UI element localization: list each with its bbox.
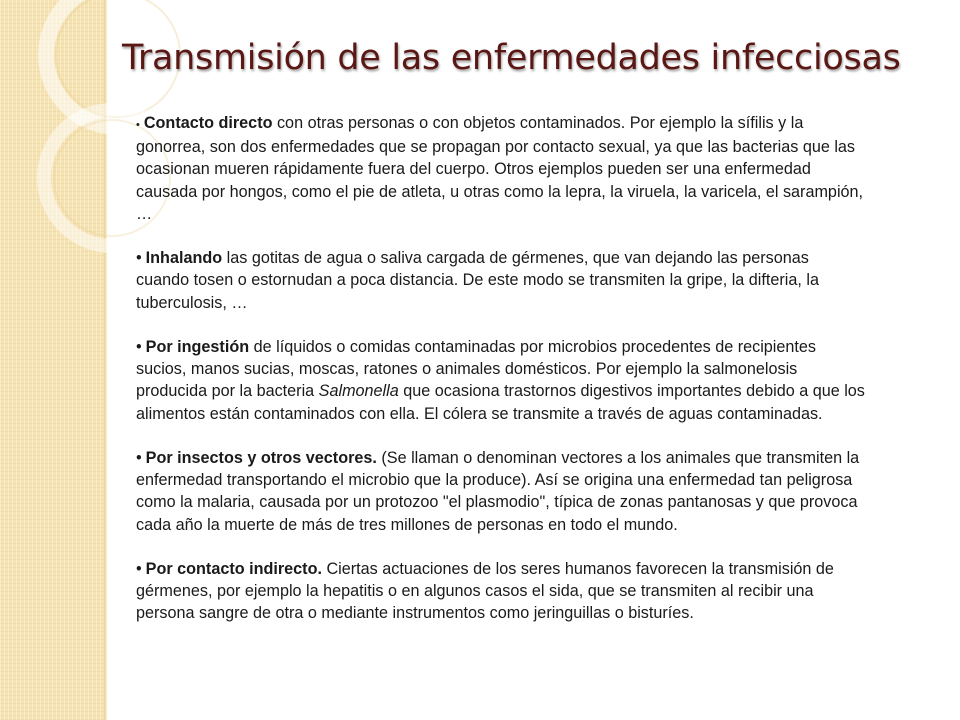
paragraph-lead: Contacto directo bbox=[143, 114, 273, 132]
paragraph-lead: Por ingestión bbox=[145, 338, 250, 356]
paragraph-contacto-directo bbox=[136, 112, 866, 225]
paragraph-text: que ocasiona trastornos digestivos importantes debido a que los alimentos están contaminados con ella. El cólera se transmite a través de aguas contaminadas. bbox=[136, 382, 865, 423]
paragraph-lead: Por contacto indirecto. bbox=[145, 560, 322, 578]
paragraph-contacto-indirecto bbox=[136, 558, 866, 625]
bullet-icon: • bbox=[136, 249, 142, 268]
bullet-icon: • bbox=[136, 560, 142, 578]
bullet-icon: • bbox=[136, 338, 142, 356]
paragraph-text: Ciertas actuaciones de los seres humanos favorecen la transmisión de gérmenes, por ejemplo la hepatitis o en algunos casos el sida, que se transmiten al recibir una persona sangre de otra o mediante instrumentos como jeringuillas o bisturíes. bbox=[136, 560, 834, 623]
paragraph-inhalando bbox=[136, 247, 866, 314]
paragraph-text: las gotitas de agua o saliva cargada de gérmenes, que van dejando las personas cuando tosen o estornudan a poca distancia. De este modo se transmiten la gripe, la difteria, la tuberculosis, … bbox=[136, 249, 819, 312]
paragraph-italic-term: Salmonella bbox=[318, 382, 399, 401]
paragraph-text: con otras personas o con objetos contaminados. Por ejemplo la sífilis y la gonorrea, son dos enfermedades que se propagan por contacto sexual, ya que las bacterias que las ocasionan mueren rápidamente fuera del cuerpo. Otros ejemplos pueden ser una enfermedad causada por hongos, como el pie de atleta, u otras como la lepra, la viruela, la varicela, el sarampión, … bbox=[136, 114, 864, 223]
paragraph-por-ingestion bbox=[136, 336, 866, 425]
paragraph-lead: Por insectos y otros vectores. bbox=[145, 449, 377, 467]
paragraph-lead: Inhalando bbox=[145, 249, 223, 268]
paragraph-text: de líquidos o comidas contaminadas por microbios procedentes de recipientes sucios, manos sucias, moscas, ratones o animales domésticos. Por ejemplo la salmonelosis producida por la bacteria bbox=[136, 338, 816, 401]
bullet-icon: • bbox=[136, 119, 140, 131]
bullet-icon: • bbox=[136, 449, 142, 467]
slide-body bbox=[136, 112, 866, 625]
paragraph-text: (Se llaman o denominan vectores a los animales que transmiten la enfermedad transportando el microbio que la produce). Así se origina una enfermedad tan peligrosa como la malaria, causada por un protozoo "el plasmodio", típica de zonas pantanosas y que provoca cada año la muerte de más de tres millones de personas en todo el mundo. bbox=[136, 449, 860, 534]
paragraph-por-insectos bbox=[136, 447, 866, 536]
slide-title: Transmisión de las enfermedades infecciosas bbox=[122, 38, 901, 78]
